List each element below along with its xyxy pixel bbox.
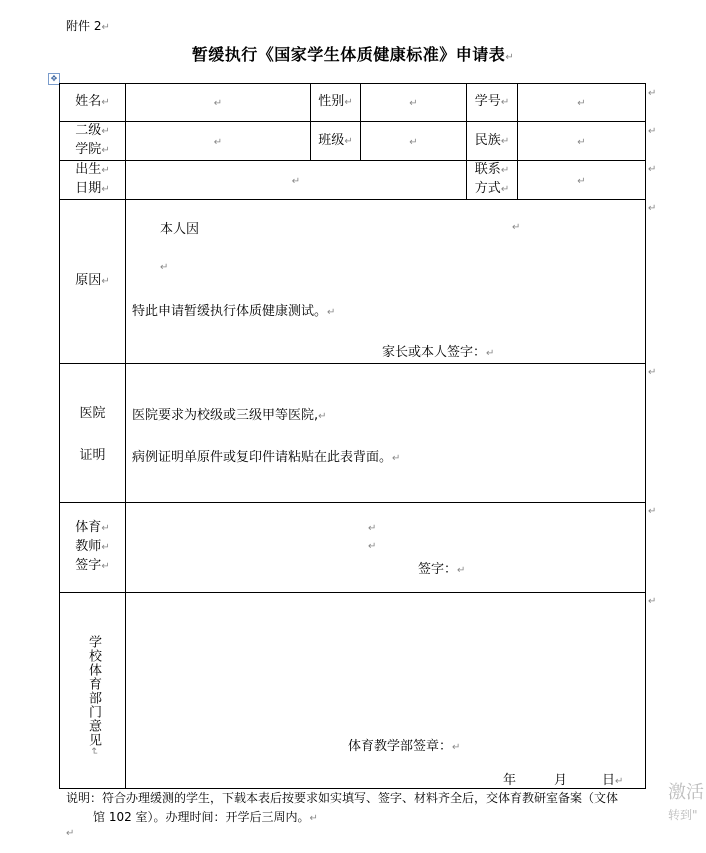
name-label: 姓名↵	[60, 84, 126, 122]
footer-note: 说明：符合办理缓测的学生，下载本表后按要求如实填写、签字、材料齐全后，交体育教研室备案（文体 馆 102 室）。办理时间：开学后三周内。↵	[66, 791, 619, 824]
gender-label: 性别↵	[311, 84, 361, 122]
end-paragraph-mark: ↵	[66, 828, 75, 839]
student-id-field[interactable]: ↵	[518, 84, 646, 122]
table-move-handle-icon[interactable]: ✥	[48, 73, 60, 85]
row-end-mark: ↵	[648, 126, 657, 137]
row-college	[60, 122, 646, 161]
student-id-label: 学号↵	[467, 84, 518, 122]
reason-intro: 本人因	[160, 222, 200, 237]
class-field[interactable]: ↵	[361, 122, 467, 161]
teacher-field[interactable]: ↵ ↵ 签字：↵	[126, 503, 646, 593]
department-opinion-field[interactable]	[126, 593, 646, 789]
application-form-table	[59, 83, 646, 789]
reason-label: 原因↵	[60, 200, 126, 364]
reason-signature-label: 家长或本人签字：↵	[382, 345, 495, 360]
date-year: 年	[503, 773, 517, 788]
department-seal-label: 体育教学部签章：↵	[348, 739, 461, 754]
row-end-mark: ↵	[648, 596, 657, 607]
department-opinion-text: 学校体育部门意见↵	[86, 635, 101, 757]
college-field[interactable]: ↵	[126, 122, 311, 161]
row-end-mark: ↵	[648, 164, 657, 175]
date-month: 月	[554, 773, 568, 788]
name-field[interactable]: ↵	[126, 84, 311, 122]
row-department	[60, 593, 646, 789]
row-end-mark: ↵	[648, 506, 657, 517]
class-label: 班级↵	[311, 122, 361, 161]
row-end-mark: ↵	[648, 367, 657, 378]
row-name	[60, 84, 646, 122]
contact-label: 联系↵ 方式↵	[467, 161, 518, 200]
reason-field[interactable]: 本人因 ↵ ↵ 特此申请暂缓执行体质健康测试。↵ 家长或本人签字：↵	[126, 200, 646, 364]
ethnicity-field[interactable]: ↵	[518, 122, 646, 161]
ethnicity-label: 民族↵	[467, 122, 518, 161]
row-end-mark: ↵	[648, 203, 657, 214]
contact-field[interactable]: ↵	[518, 161, 646, 200]
row-teacher	[60, 503, 646, 593]
row-birth	[60, 161, 646, 200]
teacher-label: 体育↵ 教师↵ 签字↵	[60, 503, 126, 593]
birth-field[interactable]: ↵	[126, 161, 467, 200]
page-title: 暂缓执行《国家学生体质健康标准》申请表↵	[191, 45, 515, 64]
college-label: 二级↵ 学院↵	[60, 122, 126, 161]
row-hospital	[60, 364, 646, 503]
hospital-field[interactable]	[126, 364, 646, 503]
activation-watermark-title: 激活	[668, 782, 704, 803]
activation-watermark-subtitle: 转到"	[668, 808, 698, 822]
teacher-signature-label: 签字：↵	[418, 562, 466, 577]
reason-request: 特此申请暂缓执行体质健康测试。↵	[132, 304, 336, 319]
hospital-label: 医院 证明	[60, 364, 126, 503]
row-end-mark: ↵	[648, 88, 657, 99]
hospital-requirement: 医院要求为校级或三级甲等医院,↵	[132, 408, 327, 423]
gender-field[interactable]: ↵	[361, 84, 467, 122]
department-opinion-label	[60, 593, 126, 789]
attachment-label: 附件 2↵	[66, 19, 110, 33]
hospital-attachment-note: 病例证明单原件或复印件请粘贴在此表背面。↵	[132, 450, 401, 465]
birth-label: 出生↵ 日期↵	[60, 161, 126, 200]
row-reason	[60, 200, 646, 364]
date-day: 日↵	[602, 773, 624, 788]
